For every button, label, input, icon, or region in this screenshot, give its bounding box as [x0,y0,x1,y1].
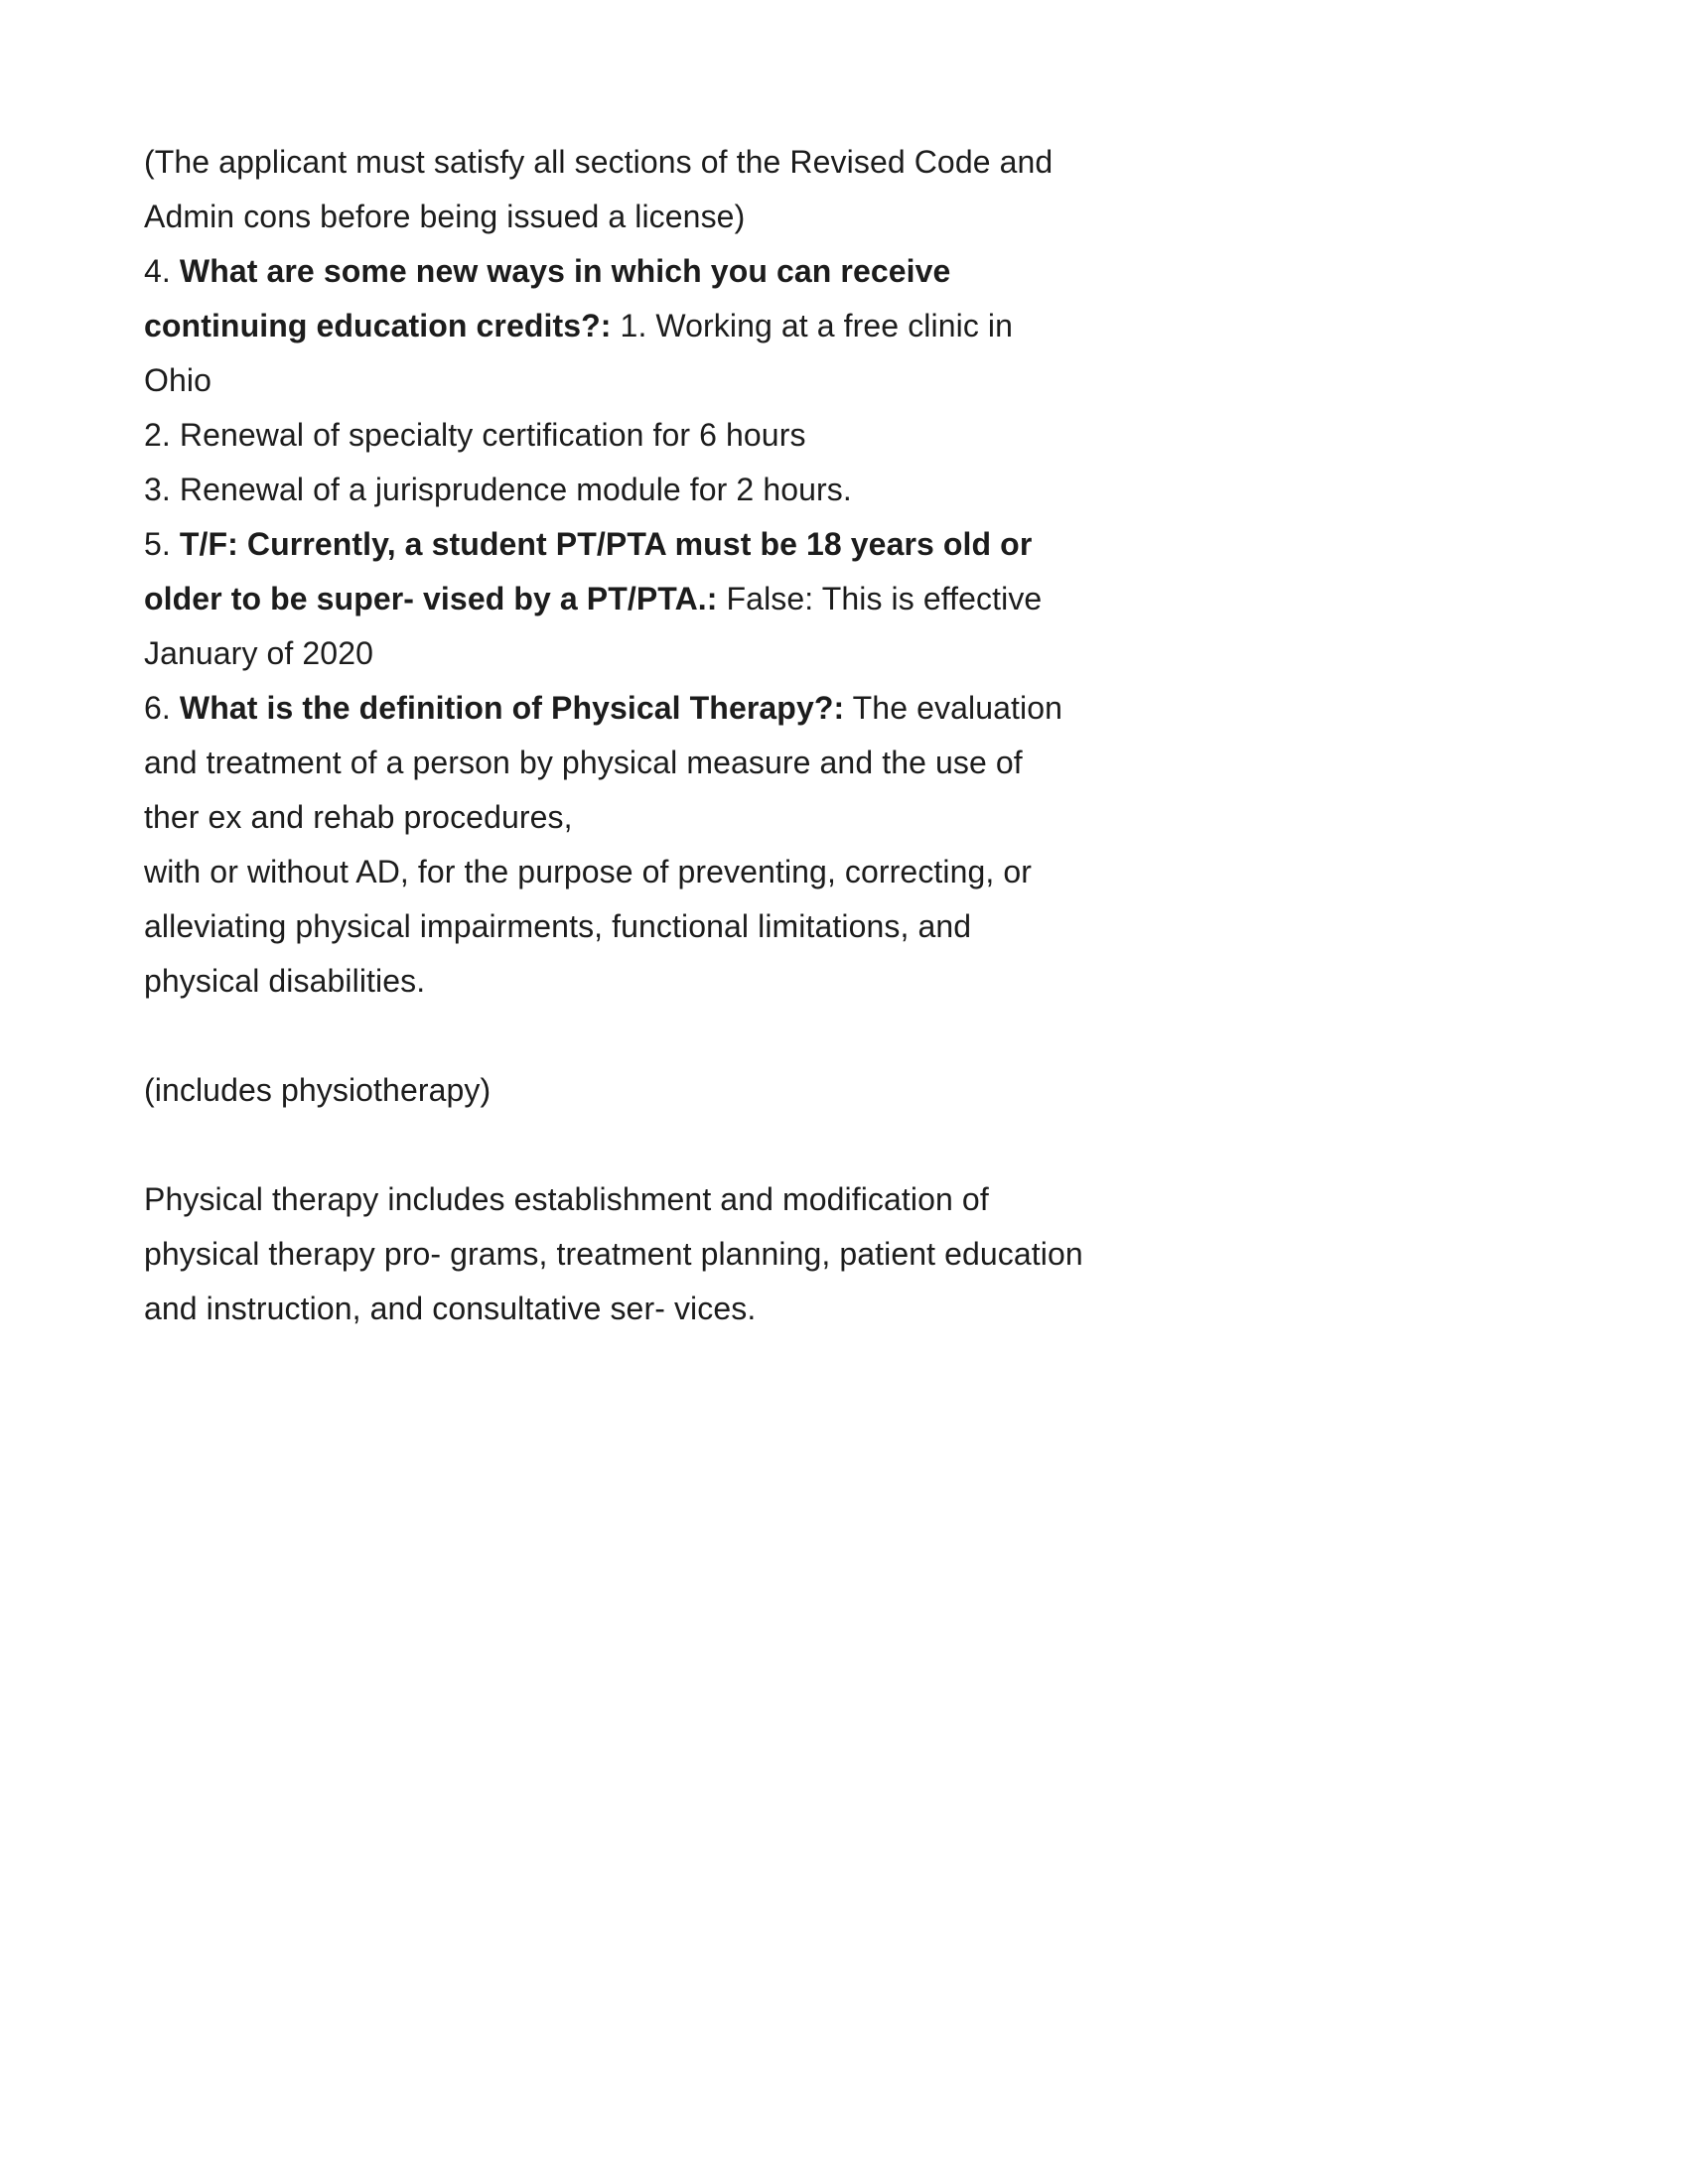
text-line [144,626,1286,681]
text-segment: (The applicant must satisfy all sections of the Revised Code and [144,144,1054,180]
text-segment: Admin cons before being issued a license) [144,199,746,234]
bold-text-segment: What are some new ways in which you can receive [179,253,951,289]
text-segment: (includes physiotherapy) [144,1072,492,1108]
text-line [144,736,1286,790]
text-line [144,244,1286,299]
text-segment: 5. [144,526,180,562]
text-segment: physical therapy pro- grams, treatment planning, patient education [144,1236,1083,1272]
text-line [144,135,1286,190]
text-line [144,190,1286,244]
text-line [144,1282,1286,1336]
text-line [144,299,1286,353]
text-segment: Ohio [144,362,211,398]
text-segment: with or without AD, for the purpose of preventing, correcting, or [144,854,1033,889]
text-line [144,1227,1286,1282]
text-segment: 4. [144,253,180,289]
text-segment: physical disabilities. [144,963,426,999]
text-line [144,954,1286,1009]
text-line [144,517,1286,572]
text-segment: False: This is effective [717,581,1043,616]
text-line [144,572,1286,626]
text-segment: and instruction, and consultative ser- vices. [144,1291,757,1326]
bold-text-segment: What is the definition of Physical Therapy?: [179,690,845,726]
text-segment: and treatment of a person by physical measure and the use of [144,745,1023,780]
text-segment: alleviating physical impairments, functional limitations, and [144,908,972,944]
blank-line [144,1009,1286,1063]
text-segment: 2. Renewal of specialty certification for 6 hours [144,417,806,453]
text-segment: 6. [144,690,180,726]
bold-text-segment: continuing education credits?: [144,308,612,343]
blank-line [144,1118,1286,1172]
text-line [144,899,1286,954]
text-segment: 1. Working at a free clinic in [611,308,1014,343]
text-segment: January of 2020 [144,635,373,671]
document-page [144,135,1286,1336]
text-segment: The evaluation [844,690,1062,726]
bold-text-segment: older to be super- vised by a PT/PTA.: [144,581,718,616]
bold-text-segment: T/F: Currently, a student PT/PTA must be 18 years old or [179,526,1033,562]
text-line [144,790,1286,845]
text-segment: ther ex and rehab procedures, [144,799,573,835]
text-line [144,845,1286,899]
text-line [144,408,1286,463]
text-line [144,463,1286,517]
text-segment: 3. Renewal of a jurisprudence module for 2 hours. [144,472,852,507]
text-line [144,1172,1286,1227]
text-line [144,681,1286,736]
text-line [144,353,1286,408]
text-line [144,1063,1286,1118]
text-segment: Physical therapy includes establishment and modification of [144,1181,989,1217]
